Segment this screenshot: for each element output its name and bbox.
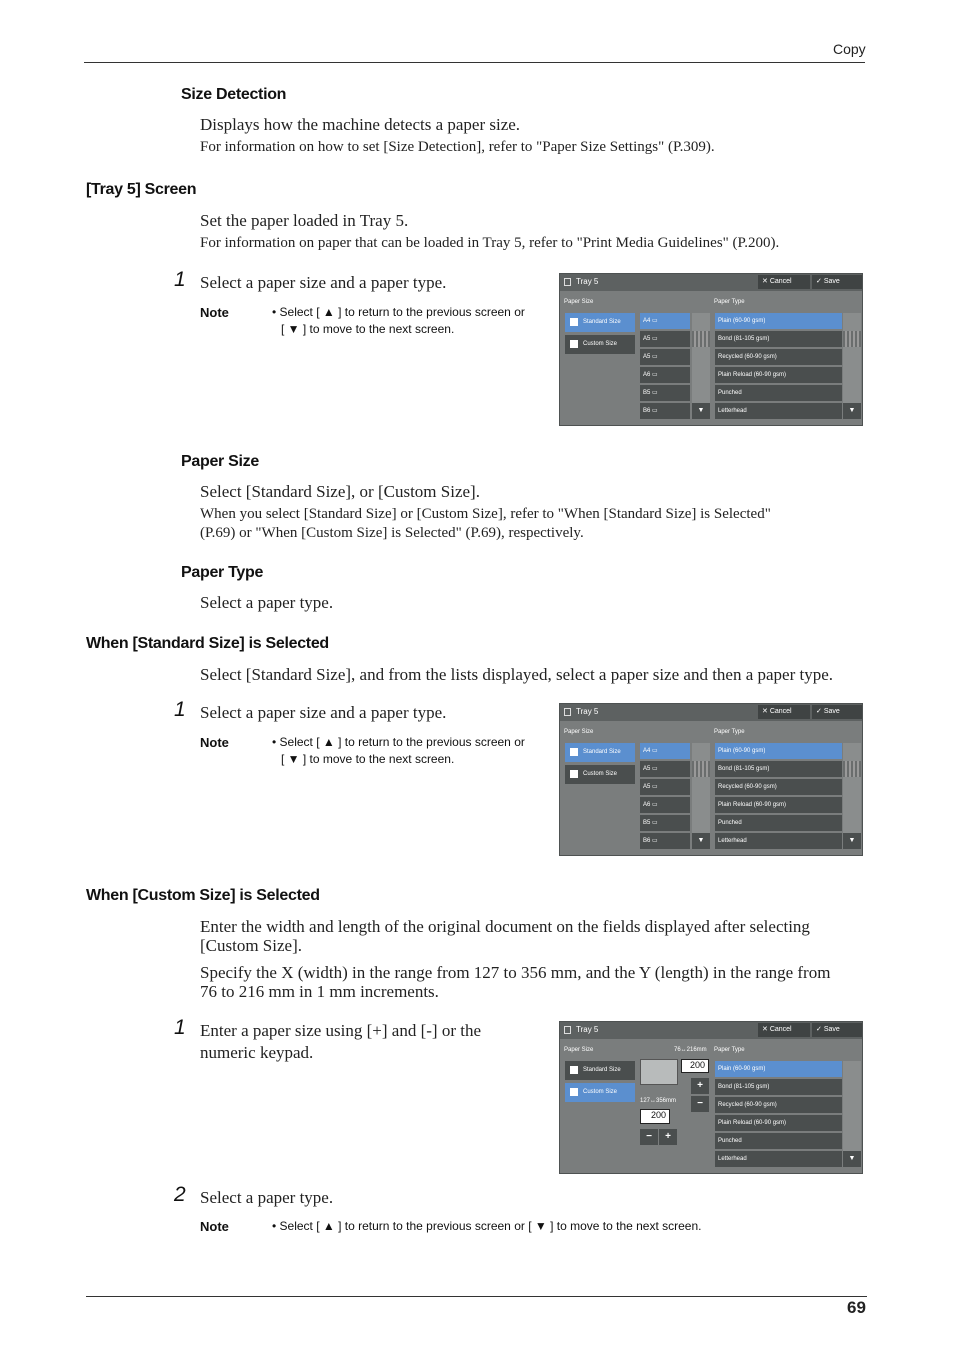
scroll-down-button[interactable]: ▼ [843, 1151, 861, 1167]
paper-type-text: Select a paper type. [200, 593, 334, 612]
step-text: Select a paper size and a paper type. [200, 273, 447, 292]
scroll-down-button[interactable]: ▼ [843, 403, 861, 419]
cancel-button[interactable]: ✕ Cancel [758, 705, 810, 719]
y-range-label: 76↔216mm [674, 1047, 707, 1053]
type-option[interactable]: Recycled (60-90 gsm) [715, 1097, 842, 1113]
standard-size-button[interactable]: Standard Size [565, 1061, 635, 1080]
cancel-button[interactable]: ✕ Cancel [758, 1023, 810, 1037]
x-range-label: 127↔356mm [640, 1098, 677, 1104]
note-label: Note [200, 1219, 229, 1234]
step-text: Select a paper size and a paper type. [200, 703, 447, 722]
type-option[interactable]: Recycled (60-90 gsm) [715, 779, 842, 795]
y-minus-button[interactable]: − [691, 1096, 709, 1112]
paper-type-label: Paper Type [714, 1047, 745, 1053]
footer-rule [86, 1296, 867, 1297]
y-value-field[interactable]: 200 [681, 1059, 709, 1073]
screen-title-bar [560, 704, 862, 721]
custom-size-button[interactable]: Custom Size [565, 765, 635, 784]
paper-size-ref: (P.69) or "When [Custom Size] is Selected" (P.69), respectively. [200, 525, 584, 541]
note-line: [ ▼ ] to move to the next screen. [281, 752, 455, 766]
tray-icon [564, 708, 571, 716]
size-option[interactable]: B5 ▭ [640, 385, 690, 401]
custom-heading: When [Custom Size] is Selected [86, 887, 320, 904]
custom-text: 76 to 216 mm in 1 mm increments. [200, 982, 439, 1001]
save-button[interactable]: ✓ Save [812, 1023, 862, 1037]
tray-icon [564, 278, 571, 286]
page-number: 69 [847, 1298, 866, 1317]
custom-text: Enter the width and length of the original document on the fields displayed after selecting [200, 917, 810, 936]
custom-text: [Custom Size]. [200, 936, 302, 955]
step-number: 1 [174, 1016, 186, 1039]
screen-title: Tray 5 [576, 1025, 599, 1034]
note-line: • Select [ ▲ ] to return to the previous screen or [272, 735, 525, 749]
scroll-down-button[interactable]: ▼ [843, 833, 861, 849]
step-text: Select a paper type. [200, 1188, 334, 1207]
size-option[interactable]: B5 ▭ [640, 815, 690, 831]
scroll-grip[interactable] [692, 331, 710, 347]
paper-size-label: Paper Size [564, 729, 594, 735]
size-detection-ref: For information on how to set [Size Detection], refer to "Paper Size Settings" (P.309). [200, 139, 715, 155]
paper-size-label: Paper Size [564, 1047, 594, 1053]
save-button[interactable]: ✓ Save [812, 705, 862, 719]
type-option[interactable]: Plain Reload (60-90 gsm) [715, 367, 842, 383]
screen-title: Tray 5 [576, 277, 599, 286]
scroll-grip[interactable] [843, 761, 861, 777]
type-option[interactable]: Punched [715, 385, 842, 401]
paper-size-label: Paper Size [564, 299, 594, 305]
screen-title-bar [560, 1022, 862, 1039]
size-option[interactable]: B6 ▭ [640, 833, 690, 849]
tray5-heading: [Tray 5] Screen [86, 181, 197, 198]
paper-size-ref: When you select [Standard Size] or [Custom Size], refer to "When [Standard Size] is Selected" [200, 506, 771, 522]
y-plus-button[interactable]: + [691, 1078, 709, 1094]
type-option[interactable]: Plain (60-90 gsm) [715, 1061, 842, 1077]
custom-text: Specify the X (width) in the range from 127 to 356 mm, and the Y (length) in the range from [200, 963, 831, 982]
custom-size-screenshot [559, 1021, 863, 1174]
size-option[interactable]: A6 ▭ [640, 367, 690, 383]
screen-title-bar [560, 274, 862, 291]
step-number: 1 [174, 268, 186, 291]
type-option[interactable]: Letterhead [715, 1151, 842, 1167]
step-text: Enter a paper size using [+] and [-] or the [200, 1021, 481, 1040]
note-label: Note [200, 735, 229, 750]
note-line: • Select [ ▲ ] to return to the previous screen or [ ▼ ] to move to the next screen. [272, 1219, 702, 1233]
paper-size-text: Select [Standard Size], or [Custom Size]. [200, 482, 480, 501]
type-option[interactable]: Plain (60-90 gsm) [715, 313, 842, 329]
header-rule [84, 62, 865, 63]
step-number: 1 [174, 698, 186, 721]
standard-size-button[interactable]: Standard Size [565, 743, 635, 762]
paper-type-label: Paper Type [714, 729, 745, 735]
scroll-down-button[interactable]: ▼ [692, 403, 710, 419]
scroll-down-button[interactable]: ▼ [692, 833, 710, 849]
tray5-screenshot [559, 273, 863, 426]
running-header: Copy [833, 41, 866, 57]
size-detection-heading: Size Detection [181, 86, 287, 103]
note-label: Note [200, 305, 229, 320]
paper-type-label: Paper Type [714, 299, 745, 305]
size-option[interactable]: A4 ▭ [640, 313, 690, 329]
x-minus-button[interactable]: − [640, 1129, 658, 1145]
type-option[interactable]: Plain Reload (60-90 gsm) [715, 1115, 842, 1131]
size-detection-text: Displays how the machine detects a paper size. [200, 115, 521, 134]
cancel-button[interactable]: ✕ Cancel [758, 275, 810, 289]
size-option[interactable]: A5 ▭ [640, 349, 690, 365]
standard-heading: When [Standard Size] is Selected [86, 635, 329, 652]
paper-type-heading: Paper Type [181, 564, 264, 581]
save-button[interactable]: ✓ Save [812, 275, 862, 289]
note-line: [ ▼ ] to move to the next screen. [281, 322, 455, 336]
paper-size-heading: Paper Size [181, 453, 259, 470]
custom-size-button[interactable]: Custom Size [565, 335, 635, 354]
type-option[interactable]: Punched [715, 815, 842, 831]
size-option[interactable]: A5 ▭ [640, 761, 690, 777]
x-plus-button[interactable]: + [659, 1129, 677, 1145]
size-option[interactable]: A4 ▭ [640, 743, 690, 759]
size-option[interactable]: A5 ▭ [640, 331, 690, 347]
type-option[interactable]: Letterhead [715, 403, 842, 419]
note-line: • Select [ ▲ ] to return to the previous screen or [272, 305, 525, 319]
type-option[interactable]: Punched [715, 1133, 842, 1149]
x-value-field[interactable]: 200 [640, 1109, 670, 1124]
size-option[interactable]: A6 ▭ [640, 797, 690, 813]
size-option[interactable]: A5 ▭ [640, 779, 690, 795]
size-option[interactable]: B6 ▭ [640, 403, 690, 419]
step-text: numeric keypad. [200, 1043, 314, 1062]
step-number: 2 [174, 1183, 186, 1206]
tray5-text: Set the paper loaded in Tray 5. [200, 211, 409, 230]
standard-size-screenshot [559, 703, 863, 856]
type-option[interactable]: Bond (81-105 gsm) [715, 1079, 842, 1095]
paper-diagram-icon [640, 1059, 678, 1085]
type-option[interactable]: Plain (60-90 gsm) [715, 743, 842, 759]
screen-title: Tray 5 [576, 707, 599, 716]
scroll-grip[interactable] [843, 331, 861, 347]
type-option[interactable]: Bond (81-105 gsm) [715, 761, 842, 777]
tray5-ref: For information on paper that can be loaded in Tray 5, refer to "Print Media Guidelines" (P.200). [200, 235, 780, 251]
standard-size-button[interactable]: Standard Size [565, 313, 635, 332]
type-option[interactable]: Letterhead [715, 833, 842, 849]
custom-size-button[interactable]: Custom Size [565, 1083, 635, 1102]
type-option[interactable]: Recycled (60-90 gsm) [715, 349, 842, 365]
tray-icon [564, 1026, 571, 1034]
type-option[interactable]: Bond (81-105 gsm) [715, 331, 842, 347]
type-option[interactable]: Plain Reload (60-90 gsm) [715, 797, 842, 813]
standard-text: Select [Standard Size], and from the lists displayed, select a paper size and then a paper type. [200, 665, 834, 684]
scroll-grip[interactable] [692, 761, 710, 777]
